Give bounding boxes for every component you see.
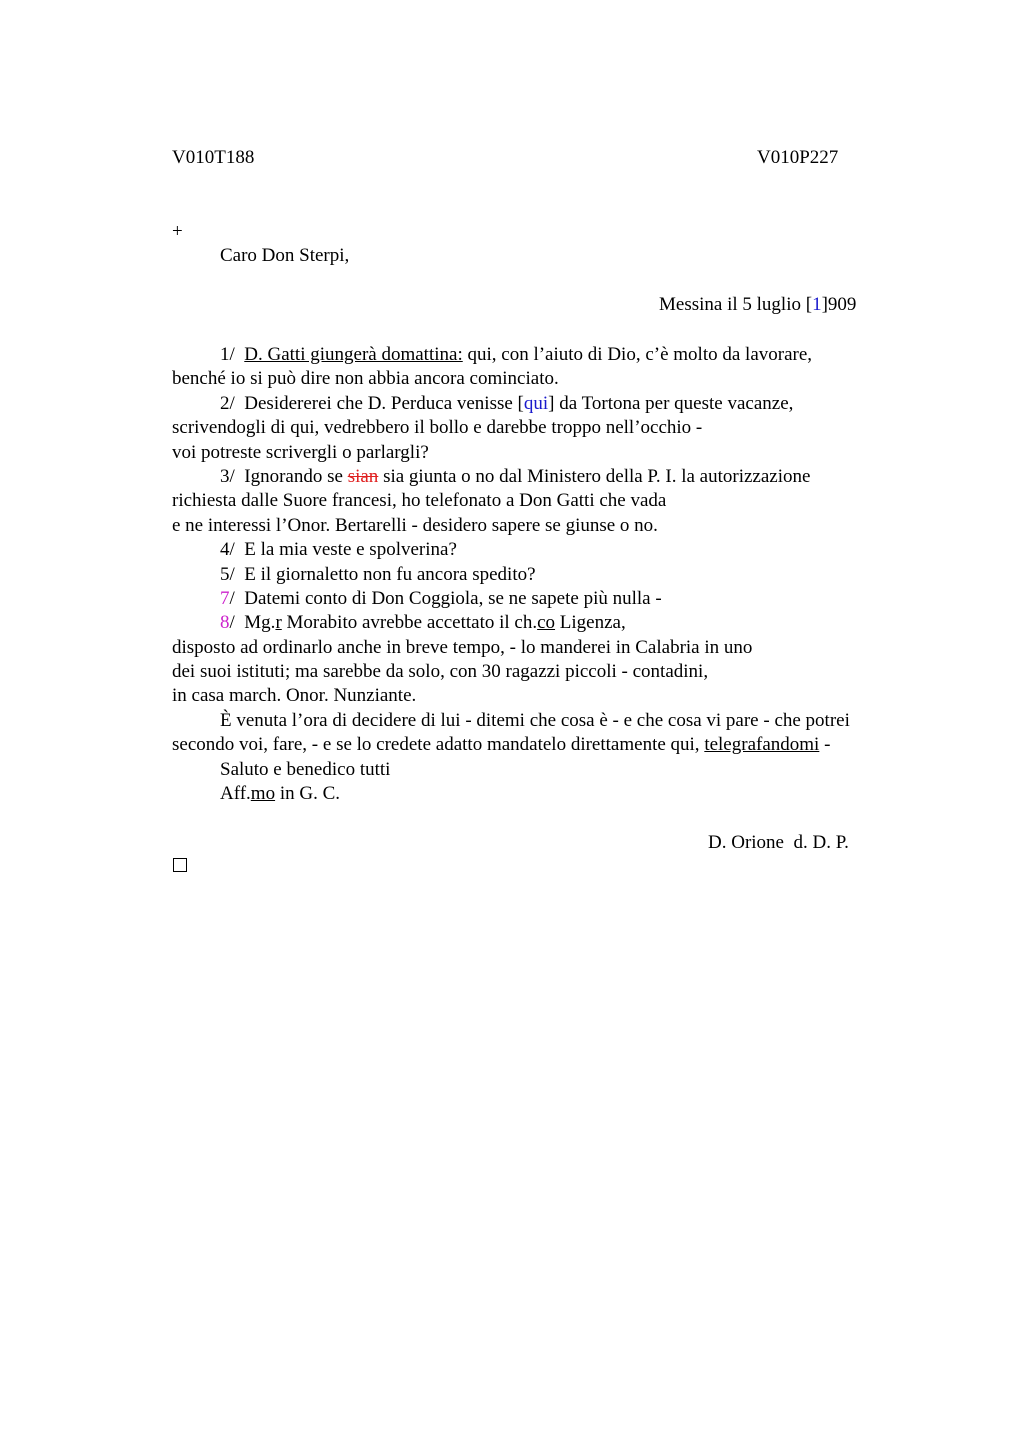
letter-body: [172, 343, 932, 806]
paragraph-8: 8/ Mg.r Morabito avrebbe accettato il ch.co Ligenza,: [220, 612, 626, 634]
paragraph-3-line-2: richiesta dalle Suore francesi, ho telefonato a Don Gatti che vada: [172, 490, 667, 512]
paragraph-3: 3/ Ignorando se sian sia giunta o no dal Ministero della P. I. la autorizzazione: [220, 465, 811, 487]
paragraph-2-line-3: voi potreste scrivergli o parlargli?: [172, 441, 429, 463]
paragraph-2-line-2: scrivendogli di qui, vedrebbero il bollo e darebbe troppo nell’occhio -: [172, 417, 703, 439]
editorial-insert: qui: [523, 392, 549, 414]
paragraph-8-line-3: dei suoi istituti; ma sarebbe da solo, con 30 ragazzi piccoli - contadini,: [172, 661, 709, 683]
paragraph-4: 4/ E la mia veste e spolverina?: [220, 539, 457, 561]
paragraph-8-line-4: in casa march. Onor. Nunziante.: [172, 685, 417, 707]
cross-mark: +: [172, 221, 183, 242]
paragraph-9-line-2: secondo voi, fare, - e se lo credete adatto mandatelo direttamente qui, telegrafandomi -: [172, 734, 831, 756]
paragraph-7: 7/ Datemi conto di Don Coggiola, se ne sapete più nulla -: [220, 587, 662, 609]
dateline: Messina il 5 luglio [1]909: [659, 294, 857, 315]
paragraph-2: 2/ Desidererei che D. Perduca venisse [qui] da Tortona per queste vacanze,: [220, 392, 794, 414]
paragraph-8-line-2: disposto ad ordinarlo anche in breve tempo, - lo manderei in Calabria in uno: [172, 636, 753, 658]
paragraph-3-line-3: e ne interessi l’Onor. Bertarelli - desidero sapere se giunse o no.: [172, 514, 658, 536]
dateline-inserted-digit: 1: [812, 294, 822, 315]
end-box-mark: [173, 858, 187, 872]
signature: D. Orione d. D. P.: [708, 832, 849, 853]
salutation: Caro Don Sterpi,: [220, 245, 350, 266]
struck-word: sian: [347, 465, 379, 487]
closing-affectionate: Aff.mo in G. C.: [220, 783, 341, 805]
closing-greeting: Saluto e benedico tutti: [220, 758, 391, 780]
paragraph-9: È venuta l’ora di decidere di lui - ditemi che cosa è - e che cosa vi pare - che potrei: [220, 709, 850, 731]
page-code-right: V010P227: [757, 147, 839, 168]
volume-code-left: V010T188: [172, 147, 255, 168]
paragraph-1: 1/ D. Gatti giungerà domattina: qui, con l’aiuto di Dio, c’è molto da lavorare,: [220, 344, 813, 365]
paragraph-5: 5/ E il giornaletto non fu ancora spedito?: [220, 563, 536, 585]
paragraph-1-line-2: benché io si può dire non abbia ancora cominciato.: [172, 368, 559, 390]
